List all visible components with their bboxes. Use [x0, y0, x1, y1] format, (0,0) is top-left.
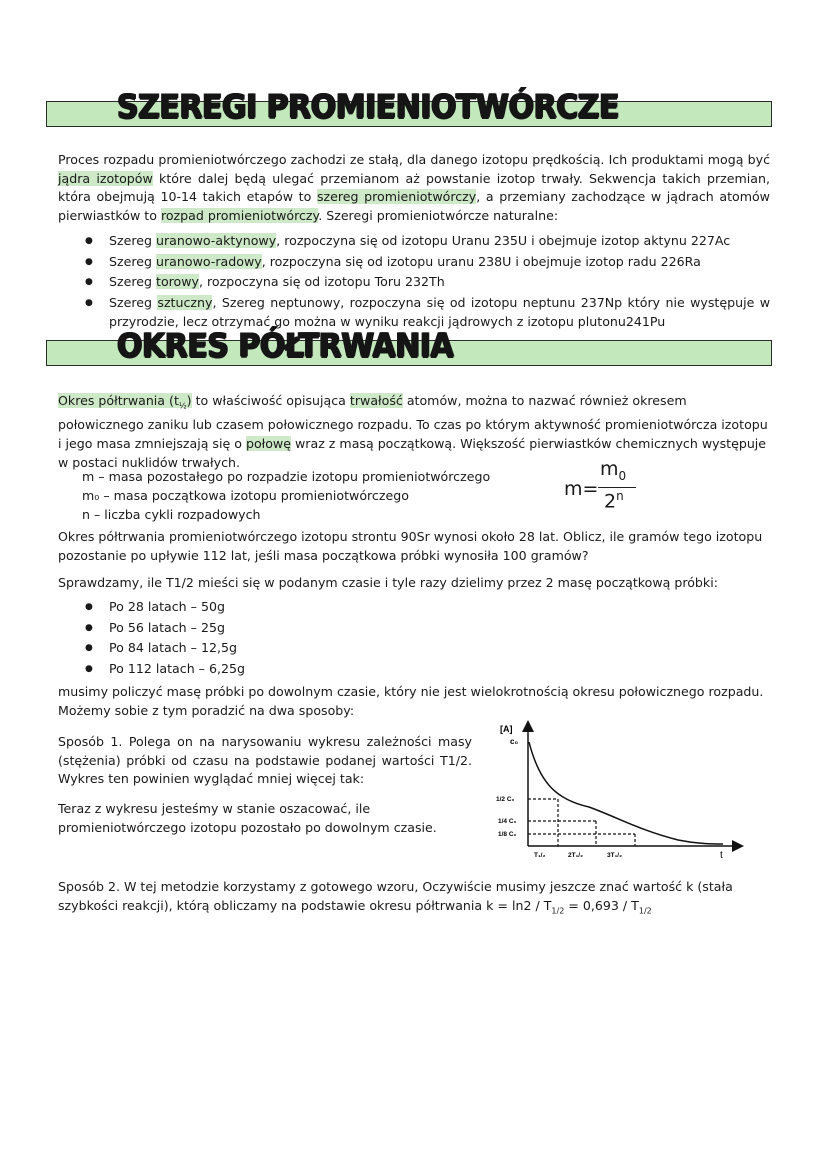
decay-curve	[529, 742, 723, 844]
check-text: Sprawdzamy, ile T1/2 mieści się w podanym czasie i tyle razy dzielimy przez 2 masę początkową próbki:	[58, 575, 718, 590]
szeregi-intro-paragraph: Proces rozpadu promieniotwórczego zachodzi ze stałą, dla danego izotopu prędkością. Ich produktami mogą być jądra izotopów które dalej będą ulegać przemianom aż powstanie izotop trwały. Sekwencja takich przemian, która obejmują 10-14 takich etapów to szereg promieniotwórczy, a przemiany zachodzące w jądrach atomów pierwiastków to rozpad promieniotwórczy. Szeregi promieniotwórcze naturalne:	[58, 152, 770, 224]
x-axis-label: t	[720, 850, 723, 860]
problem-text: Okres półtrwania promieniotwórczego izotopu strontu 90Sr wynosi około 28 lat. Oblicz, ile gramów tego izotopu pozostanie po upływie 112 lat, jeśli masa początkowa próbki wynosiła 100 gramów?	[58, 529, 763, 563]
highlight-jadra-izotopow: jądra izotopów	[58, 170, 153, 186]
highlight-rozpad: rozpad promieniotwórczy	[160, 208, 319, 224]
list-item: ● Szereg uranowo-aktynowy, rozpoczyna się od izotopu Uranu 235U i obejmuje izotop aktynu 227Ac	[58, 232, 770, 251]
ytick-label: 1/2 C₀	[496, 796, 515, 803]
list-item: ● Po 56 latach – 25g	[58, 619, 770, 638]
list-item: n – liczba cykli rozpadowych	[82, 507, 261, 522]
list-item: m₀ – masa początkowa izotopu promieniotwórczego	[82, 488, 409, 503]
highlight-szereg: szereg promieniotwórczy	[316, 189, 477, 205]
y-axis-label: [A]	[500, 724, 513, 734]
method1-text: Sposób 1. Polega on na narysowaniu wykresu zależności masy (stężenia) próbki od czasu na podstawie podanej wartości T1/2. Wykres ten powinien wyglądać mniej więcej tak:	[58, 734, 472, 787]
method1b-text: Teraz z wykresu jesteśmy w stanie oszacować, ile promieniotwórczego izotopu pozostało po dowolnym czasie.	[58, 801, 437, 835]
highlight-trwalosc: trwałość	[349, 393, 403, 408]
c0-label: c₀	[510, 737, 519, 746]
half-life-formula: m= $m_0$ 2$^n$	[564, 458, 654, 518]
steps-list	[58, 598, 770, 681]
list-item: m – masa pozostałego po rozpadzie izotopu promieniotwórczego	[82, 469, 491, 484]
section-banner-okres	[46, 327, 772, 366]
general-text: musimy policzyć masę próbki po dowolnym czasie, który nie jest wielokrotnością okresu połowicznego rozpadu. Możemy sobie z tym poradzić na dwa sposoby:	[58, 684, 764, 718]
list-item: ● Po 28 latach – 50g	[58, 598, 770, 617]
list-item: ● Po 84 latach – 12,5g	[58, 639, 770, 658]
method2-text: Sposób 2. W tej metodzie korzystamy z gotowego wzoru, Oczywiście musimy jeszcze znać wartość k (stała szybkości reakcji), którą obliczamy na podstawie okresu półtrwania $k = \ln 2 / T_{1/2} = 0,693 / T_{1/2}$	[58, 879, 733, 916]
list-item: ● Szereg sztuczny, Szereg neptunowy, rozpoczyna się od izotopu neptunu 237Np który nie występuje w przyrodzie, lecz otrzymać go można w wyniku reakcji jądrowych z izotopu plutonu241Pu	[58, 294, 770, 331]
variable-definitions	[82, 467, 490, 524]
list-item: ● Po 112 latach – 6,25g	[58, 660, 770, 679]
okres-intro-paragraph: Okres półtrwania $(t_{\frac{1}{2}})$ to właściwość opisująca trwałość atomów, można to nazwać również okresem połowicznego zaniku lub czasem połowicznego rozpadu. To czas po którym aktywność promieniotwórcza izotopu i jego masa zmniejszają się o połowę wraz z masą początkową. Większość pierwiastków chemicznych występuje w postaci nuklidów trwałych.	[58, 393, 768, 470]
highlight-okres: Okres półtrwania $(t_{\frac{1}{2}})$	[58, 393, 192, 411]
ytick-label: 1/4 C₀	[498, 818, 517, 825]
section-title-okres: OKRES PÓŁTRWANIA	[117, 327, 454, 366]
decay-graph	[488, 720, 748, 860]
highlight-polowe: połowę	[245, 435, 291, 451]
xtick-label: 3T₁/₂	[607, 852, 622, 859]
section-banner-szeregi	[46, 88, 772, 127]
section-title-szeregi: SZEREGI PROMIENIOTWÓRCZE	[117, 88, 619, 127]
series-list	[58, 232, 770, 334]
list-item: ● Szereg uranowo-radowy, rozpoczyna się od izotopu uranu 238U i obejmuje izotop radu 226Ra	[58, 253, 770, 272]
xtick-label: 2T₁/₂	[568, 852, 583, 859]
xtick-label: T₁/₂	[534, 852, 546, 859]
list-item: ● Szereg torowy, rozpoczyna się od izotopu Toru 232Th	[58, 273, 770, 292]
ytick-label: 1/8 C₀	[498, 831, 517, 838]
